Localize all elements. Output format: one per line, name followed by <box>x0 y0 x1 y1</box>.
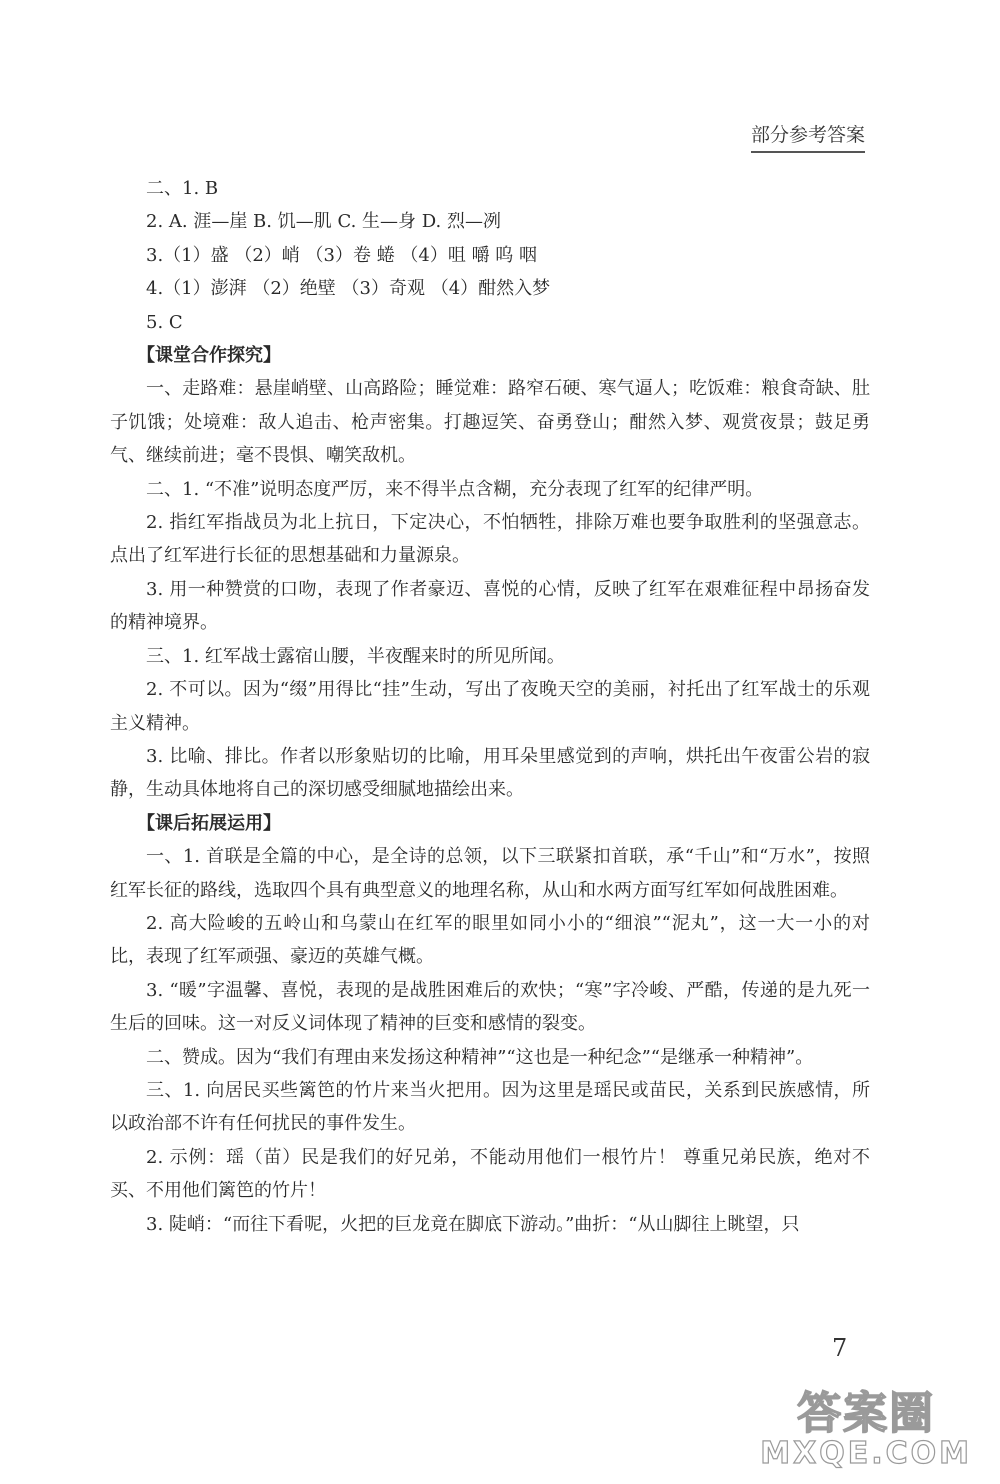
answer-paragraph: 二、赞成。因为“我们有理由来发扬这种精神”“这也是一种纪念”“是继承一种精神”。 <box>146 1046 814 1068</box>
answer-paragraph: 3. “暖”字温馨、喜悦，表现的是战胜困难后的欢快；“寒”字冷峻、严酷，传递的是九死一生后的回味。这一对反义词体现了精神的巨变和感情的裂变。 <box>110 979 870 1035</box>
answer-paragraph: 4.（1）澎湃 （2）绝壁 （3）奇观 （4）酣然入梦 <box>146 278 551 300</box>
answer-paragraph: 三、1. 向居民买些篱笆的竹片来当火把用。因为这里是瑶民或苗民，关系到民族感情，所以政治部不许有任何扰民的事件发生。 <box>110 1079 870 1135</box>
answer-paragraph: 2. A. 涯—崖 B. 饥—肌 C. 生—身 D. 烈—冽 <box>146 211 501 233</box>
watermark-cn: 答案圈 <box>797 1388 936 1439</box>
section-header: 部分参考答案 <box>751 120 865 153</box>
answer-paragraph: 二、1. B <box>146 178 219 199</box>
answer-paragraph: 5. C <box>146 311 183 333</box>
answer-paragraph: 二、1. “不准”说明态度严厉，来不得半点含糊，充分表现了红军的纪律严明。 <box>146 478 764 500</box>
section-heading: 【课后拓展运用】 <box>137 812 281 834</box>
watermark-logo <box>760 1390 972 1470</box>
section-heading: 【课堂合作探究】 <box>137 345 281 367</box>
answer-paragraph: 2. 指红军指战员为北上抗日，下定决心，不怕牺牲，排除万难也要争取胜利的坚强意志。点出了红军进行长征的思想基础和力量源泉。 <box>110 512 870 567</box>
answer-paragraph: 三、1. 红军战士露宿山腰，半夜醒来时的所见所闻。 <box>146 645 565 667</box>
answer-paragraph: 3. 比喻、排比。作者以形象贴切的比喻，用耳朵里感觉到的声响，烘托出午夜雷公岩的寂静，生动具体地将自己的深切感受细腻地描绘出来。 <box>110 745 870 801</box>
answer-paragraph: 一、走路难：悬崖峭壁、山高路险；睡觉难：路窄石硬、寒气逼人；吃饭难：粮食奇缺、肚子饥饿；处境难：敌人追击、枪声密集。打趣逗笑、奋勇登山；酣然入梦、观赏夜景；鼓足勇气、继续前进；毫不畏惧、嘲笑敌机。 <box>110 378 870 467</box>
answer-paragraph: 3. 用一种赞赏的口吻，表现了作者豪迈、喜悦的心情，反映了红军在艰难征程中昂扬奋发的精神境界。 <box>110 578 870 634</box>
answer-paragraph: 3.（1）盛 （2）峭 （3）卷 蜷 （4）咀 嚼 呜 咽 <box>146 244 538 266</box>
watermark-en: MXQE.COM <box>760 1436 972 1471</box>
answer-paragraph: 2. 不可以。因为“缀”用得比“挂”生动，写出了夜晚天空的美丽，衬托出了红军战士的乐观主义精神。 <box>110 679 870 734</box>
answer-paragraph: 3. 陡峭：“而往下看呢，火把的巨龙竟在脚底下游动。”曲折：“从山脚往上眺望，只 <box>146 1213 800 1235</box>
answer-paragraph: 2. 示例：瑶（苗）民是我们的好兄弟，不能动用他们一根竹片！ 尊重兄弟民族，绝对不买、不用他们篱笆的竹片！ <box>110 1146 870 1202</box>
page-number: 7 <box>832 1334 848 1362</box>
answer-paragraph: 一、1. 首联是全篇的中心，是全诗的总领，以下三联紧扣首联，承“千山”和“万水”，按照红军长征的路线，选取四个具有典型意义的地理名称，从山和水两方面写红军如何战胜困难。 <box>110 846 870 901</box>
answer-content <box>110 172 870 1241</box>
answer-paragraph: 2. 高大险峻的五岭山和乌蒙山在红军的眼里如同小小的“细浪”“泥丸”，这一大一小的对比，表现了红军顽强、豪迈的英雄气概。 <box>110 912 870 968</box>
